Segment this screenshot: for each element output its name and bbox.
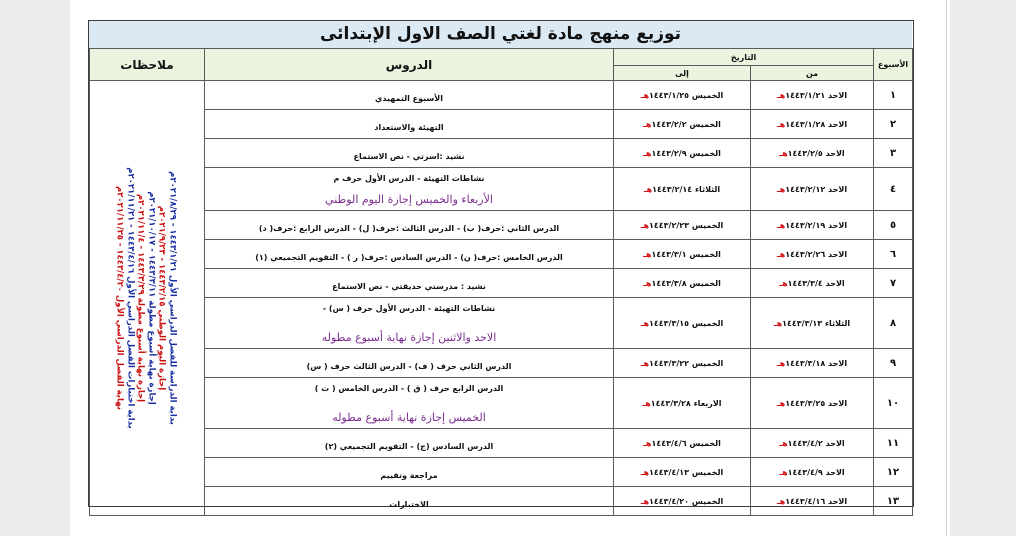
note-line: إجازة نهاية أسبوع مطولة ١٤٤٣/٣/٢٩ - ٢٠٢١/١١/٤م: [136, 193, 146, 403]
to-day: الخميس: [691, 318, 724, 328]
hijri-suffix: هـ: [643, 119, 652, 129]
week-number: ٥: [874, 211, 913, 240]
from-day: الاحد: [828, 184, 848, 194]
to-date-cell: [614, 298, 751, 349]
lesson-cell: [205, 298, 614, 349]
hijri-suffix: هـ: [779, 467, 788, 477]
from-day: الاحد: [828, 90, 848, 100]
from-date-cell: [751, 349, 874, 378]
to-day: الخميس: [689, 438, 721, 448]
note-line: نهاية الفصل الدراسي الأول ١٤٤٣/٤/٢٠ - ٢٠٢١/١١/٢٥م: [115, 186, 125, 410]
lesson-cell: [205, 429, 614, 458]
to-date-cell: [614, 139, 751, 168]
table-row: [90, 269, 913, 298]
hijri-suffix: هـ: [776, 220, 786, 230]
to-day: الخميس: [691, 220, 724, 230]
hijri-suffix: هـ: [773, 318, 783, 328]
lesson-cell: [205, 349, 614, 378]
from-date-cell: [751, 211, 874, 240]
holiday-note: الاحد والاثنين إجازة نهاية أسبوع مطوله: [321, 331, 497, 344]
from-day: الاحد: [828, 496, 848, 506]
from-date-cell: [751, 81, 874, 110]
from-day: الاحد: [825, 438, 845, 448]
from-date: ١٤٤٣/٣/٤: [787, 278, 823, 288]
hijri-suffix: هـ: [640, 467, 649, 477]
week-number: ١: [874, 81, 913, 110]
header-lessons: الدروس: [205, 49, 614, 81]
hijri-suffix: هـ: [776, 119, 786, 129]
from-date: ١٤٤٣/٤/٢: [787, 438, 823, 448]
hijri-suffix: هـ: [779, 438, 788, 448]
to-date: ١٤٤٣/٢/٢: [651, 119, 687, 129]
curriculum-table: [89, 48, 913, 516]
document-title: توزيع منهج مادة لغتي الصف الاول الإبتدائى: [89, 21, 912, 49]
from-date: ١٤٤٣/٢/١٢: [785, 184, 826, 194]
to-date-cell: [614, 168, 751, 211]
lesson-text: الدرس الخامس :حرف( ن) - الدرس السادس :حرف( ر ) - التقويم التجميعي (١): [255, 252, 563, 262]
hijri-suffix: هـ: [776, 358, 786, 368]
to-day: الخميس: [689, 119, 721, 129]
to-date: ١٤٤٣/٢/٢٣: [649, 220, 690, 230]
to-date-cell: [614, 81, 751, 110]
lesson-text: الاختبارات: [389, 499, 429, 509]
to-date: ١٤٤٣/١/٢٥: [649, 90, 690, 100]
lesson-text: الدرس الرابع حرف ( ق ) - الدرس الخامس ( ت ): [314, 384, 504, 393]
from-date-cell: [751, 139, 874, 168]
from-day: الاحد: [828, 119, 848, 129]
from-day: الاحد: [825, 148, 845, 158]
header-date: التاريخ: [614, 49, 874, 66]
to-day: الخميس: [691, 467, 724, 477]
week-number: ٩: [874, 349, 913, 378]
lesson-cell: [205, 211, 614, 240]
from-date: ١٤٤٣/٢/٥: [787, 148, 823, 158]
table-row: [90, 139, 913, 168]
to-date-cell: [614, 349, 751, 378]
hijri-suffix: هـ: [640, 496, 649, 506]
from-date-cell: [751, 429, 874, 458]
header-to: إلى: [614, 66, 751, 81]
from-date-cell: [751, 269, 874, 298]
table-row: [90, 429, 913, 458]
lesson-text: التهيئة والاستعداد: [374, 122, 444, 132]
table-row: [90, 240, 913, 269]
from-date: ١٤٤٣/٢/١٩: [785, 220, 826, 230]
to-date-cell: [614, 458, 751, 487]
from-date-cell: [751, 458, 874, 487]
to-date: ١٤٤٣/٣/٢٨: [650, 398, 691, 408]
lesson-text: مراجعة وتقييم: [380, 470, 438, 480]
table-row: [90, 211, 913, 240]
to-day: الخميس: [689, 249, 721, 259]
week-number: ٧: [874, 269, 913, 298]
from-date-cell: [751, 240, 874, 269]
hijri-suffix: هـ: [640, 220, 649, 230]
to-day: الخميس: [691, 90, 724, 100]
hijri-suffix: هـ: [643, 278, 652, 288]
table-row: [90, 168, 913, 211]
lesson-text: نشيد : مدرستي حديقتي - نص الاستماع: [332, 281, 486, 291]
week-number: ١٣: [874, 487, 913, 516]
from-day: الاحد: [828, 358, 848, 368]
week-number: ١٠: [874, 378, 913, 429]
from-date: ١٤٤٣/٣/٢٥: [785, 398, 826, 408]
holiday-note: الأربعاء والخميس إجازة اليوم الوطني: [325, 193, 493, 206]
table-row: [90, 378, 913, 429]
to-date-cell: [614, 269, 751, 298]
lesson-cell: [205, 110, 614, 139]
hijri-suffix: هـ: [642, 398, 651, 408]
notes-cell: [90, 81, 205, 516]
from-date: ١٤٤٣/٢/٢٦: [785, 249, 826, 259]
week-number: ٦: [874, 240, 913, 269]
table-row: [90, 110, 913, 139]
hijri-suffix: هـ: [643, 249, 652, 259]
week-number: ١١: [874, 429, 913, 458]
lesson-text: نشيد :اسرتي - نص الاستماع: [353, 151, 465, 161]
lesson-text: نشاطات التهيئة - الدرس الأول حرف ( س) -: [322, 304, 496, 313]
table-row: [90, 349, 913, 378]
hijri-suffix: هـ: [643, 148, 652, 158]
to-date-cell: [614, 211, 751, 240]
to-date-cell: [614, 240, 751, 269]
to-date: ١٤٤٣/٤/١٣: [649, 467, 690, 477]
from-date-cell: [751, 298, 874, 349]
notes-vertical-text: [115, 167, 178, 428]
from-date-cell: [751, 168, 874, 211]
to-day: الخميس: [691, 358, 724, 368]
hijri-suffix: هـ: [643, 184, 653, 194]
header-week: الأسبوع: [874, 49, 913, 81]
to-date-cell: [614, 429, 751, 458]
hijri-suffix: هـ: [640, 90, 649, 100]
header-from: من: [751, 66, 874, 81]
lesson-cell: [205, 378, 614, 429]
from-day: الاحد: [825, 278, 845, 288]
hijri-suffix: هـ: [643, 438, 652, 448]
from-date: ١٤٤٣/٣/١٨: [785, 358, 826, 368]
lesson-text: الأسبوع التمهيدي: [375, 93, 443, 103]
lesson-cell: [205, 139, 614, 168]
to-date-cell: [614, 487, 751, 516]
table-row: [90, 298, 913, 349]
from-date-cell: [751, 110, 874, 139]
lesson-text: نشاطات التهيئة - الدرس الأول حرف م: [333, 174, 485, 183]
table-row: [90, 487, 913, 516]
from-day: الاحد: [828, 220, 848, 230]
table-row: [90, 81, 913, 110]
note-line: بداية اختبارات الفصل الدراسي الأول ١٤٤٣/٤/١٦ - ٢٠٢١/١١/٢١م: [125, 167, 136, 429]
from-date: ١٤٤٣/١/٢١: [785, 90, 826, 100]
table-row: [90, 458, 913, 487]
week-number: ٤: [874, 168, 913, 211]
from-day: الاحد: [828, 398, 848, 408]
to-date: ١٤٤٣/٣/٨: [651, 278, 687, 288]
from-date: ١٤٤٣/١/٢٨: [785, 119, 826, 129]
from-day: الثلاثاء: [824, 318, 851, 328]
to-date: ١٤٤٣/٣/١: [651, 249, 687, 259]
header-notes: ملاحظات: [90, 49, 205, 81]
hijri-suffix: هـ: [779, 148, 788, 158]
lesson-cell: [205, 269, 614, 298]
from-date: ١٤٤٣/٤/٩: [787, 467, 823, 477]
curriculum-table-frame: [88, 20, 914, 507]
lesson-cell: [205, 81, 614, 110]
to-date: ١٤٤٣/٤/٦: [651, 438, 687, 448]
from-day: الاحد: [828, 249, 848, 259]
to-date: ١٤٤٣/٢/١٤: [652, 184, 693, 194]
from-day: الاحد: [825, 467, 845, 477]
lesson-cell: [205, 487, 614, 516]
notes-box: [90, 81, 203, 515]
lesson-cell: [205, 168, 614, 211]
note-line: إجازة اليوم الوطني ١٤٤٣/٢/١٥ - ٢٠٢١/٩/٢٣م: [157, 205, 167, 391]
to-date-cell: [614, 110, 751, 139]
week-number: ٣: [874, 139, 913, 168]
hijri-suffix: هـ: [776, 496, 786, 506]
week-number: ١٢: [874, 458, 913, 487]
hijri-suffix: هـ: [640, 318, 649, 328]
note-line: إجازة نهاية أسبوع مطولة ١٤٤٣/٣/١١ - ٢٠٢١/١٠/١٧م: [146, 191, 157, 405]
hijri-suffix: هـ: [776, 249, 786, 259]
from-date-cell: [751, 378, 874, 429]
lesson-text: الدرس الثاني :حرف( ب) - الدرس الثالث :حرف( ل) - الدرس الرابع :حرف( د): [258, 223, 560, 233]
to-date: ١٤٤٣/٤/٢٠: [649, 496, 690, 506]
to-day: الخميس: [691, 496, 724, 506]
from-date: ١٤٤٣/٤/١٦: [785, 496, 826, 506]
page-edge: [946, 0, 947, 536]
to-day: الثلاثاء: [694, 184, 721, 194]
hijri-suffix: هـ: [776, 398, 786, 408]
week-number: ٢: [874, 110, 913, 139]
lesson-text: الدرس السادس (ج) - التقويم التجميعي (٢): [324, 441, 494, 451]
week-number: ٨: [874, 298, 913, 349]
note-line: بداية الدراسة للفصل الدراسي الأول ١٤٤٣/١/٢١ - ٢٠٢١/٨/٢٩م: [167, 171, 178, 425]
hijri-suffix: هـ: [779, 278, 788, 288]
lesson-cell: [205, 458, 614, 487]
to-day: الاربعاء: [693, 398, 722, 408]
from-date-cell: [751, 487, 874, 516]
to-day: الخميس: [689, 148, 721, 158]
to-date-cell: [614, 378, 751, 429]
holiday-note: الخميس إجازة نهاية أسبوع مطوله: [332, 411, 486, 424]
hijri-suffix: هـ: [640, 358, 649, 368]
to-date: ١٤٤٣/٣/١٥: [649, 318, 690, 328]
from-date: ١٤٤٣/٣/١٣: [782, 318, 823, 328]
to-date: ١٤٤٣/٣/٢٢: [649, 358, 690, 368]
hijri-suffix: هـ: [776, 90, 786, 100]
hijri-suffix: هـ: [776, 184, 786, 194]
lesson-text: الدرس الثاني حرف ( ف) - الدرس الثالث حرف ( س): [306, 361, 512, 371]
to-date: ١٤٤٣/٢/٩: [651, 148, 687, 158]
to-day: الخميس: [689, 278, 721, 288]
lesson-cell: [205, 240, 614, 269]
